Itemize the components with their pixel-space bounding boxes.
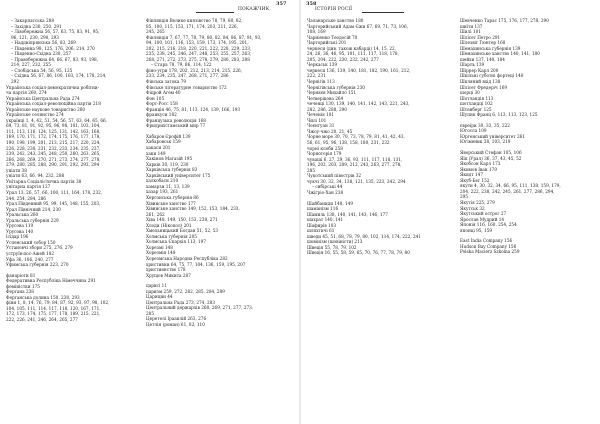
index-entry: уніати 38 bbox=[6, 167, 27, 173]
index-entry: Холмська губернія 205 bbox=[146, 233, 197, 239]
index-entry: Чарніенко Теодосій 70 bbox=[307, 34, 358, 40]
index-entry: Харківська губернія 83 bbox=[146, 167, 198, 173]
index-entry: Якимов Іван 179 bbox=[460, 166, 497, 172]
index-entry: халкобаси 210 bbox=[146, 178, 179, 184]
index-entry: 204, 222, 238, 242, 245, 261, 277, 286, 294, bbox=[460, 188, 555, 194]
index-entry: Франція 46, 75, 81, 113, 124, 139, 166, 193 bbox=[146, 106, 241, 112]
index-entry: 222, 231 bbox=[307, 73, 326, 79]
index-entry: Фіцрой Агем 40 bbox=[146, 90, 181, 96]
index-entry: якути 4, 30, 32, 34, 66, 95, 111, 138, 159, 179, bbox=[460, 183, 561, 189]
index-entry: японці 95, 159 bbox=[460, 227, 493, 233]
index-entry: Шемахинське ханство 140, 141, 180 bbox=[460, 51, 540, 57]
index-entry: 169, 170, 171, 172, 174, 175, 176, 177, 178, bbox=[6, 134, 101, 140]
index-entry: 285 bbox=[146, 310, 154, 316]
index-entry: Юргенський університет 261 bbox=[460, 133, 525, 139]
index-entry: Херсонська губернія 86 bbox=[146, 194, 199, 200]
index-entry: уніати 63, 66, 94, 232, 288 bbox=[6, 173, 65, 179]
index-entry: Хорезмська Народна Республіка 282 bbox=[146, 255, 228, 261]
index-entry: – Стара 78, 79, 86, 114, 122 bbox=[151, 62, 212, 68]
index-entry: Фергана 238 bbox=[6, 289, 34, 295]
right-page-number: 358 bbox=[306, 1, 317, 7]
index-entry: Українське наукове товариство 260 bbox=[6, 106, 86, 112]
index-entry: Японія 116, 160, 254, 254 bbox=[460, 222, 517, 228]
index-entry: Якидт 147 bbox=[460, 172, 484, 178]
index-entry: царизм 259, 272, 282, 285, 284, 289 bbox=[146, 288, 225, 294]
index-entry: Шевченко Тарас 175, 176, 177, 278, 290 bbox=[460, 18, 549, 23]
index-entry: Чорногорія 179 bbox=[307, 151, 342, 157]
index-entry: хамарзи 11, 13, 139 bbox=[146, 183, 190, 189]
index-entry: хазар 193, 261 bbox=[146, 189, 179, 195]
index-entry: Хівинське ханство 149, 152, 153, 184, 233, bbox=[146, 206, 240, 212]
index-entry: 245, 265 bbox=[146, 29, 165, 35]
index-entry: 266, 268, 269, 270, 271, 273, 274, 277, 278, bbox=[6, 156, 101, 162]
index-entry: Хівинське ханство 177 bbox=[146, 200, 196, 206]
index-entry: Установчі збори 275, 276, 279 bbox=[6, 245, 73, 251]
index-entry: шейхи 137, 140, 184 bbox=[460, 56, 505, 62]
index-entry: феміністки 175 bbox=[6, 283, 40, 289]
header-rule-right bbox=[362, 12, 404, 13]
index-entry: Хабаровськ 159 bbox=[146, 139, 181, 145]
index-entry: унітарна партія 127 bbox=[6, 184, 51, 190]
index-entry: Французька революція 168 bbox=[146, 117, 206, 123]
index-entry: Українське селянство 274 bbox=[6, 112, 64, 118]
index-entry: хаки 149 bbox=[146, 150, 166, 156]
index-entry: шорці 30 bbox=[460, 90, 480, 96]
index-entry: чуваші 6, 27, 29, 36, 93, 111, 117, 118, 131, bbox=[307, 156, 403, 162]
index-entry: Фридрихсгамський мир 77 bbox=[146, 123, 206, 129]
index-entry: Шарль 139 bbox=[460, 62, 485, 68]
index-entry: Федеративна Республіка Німеччина 291 bbox=[6, 278, 96, 284]
index-entry: Якутськ 32 bbox=[460, 205, 485, 211]
index-entry: Polska Macierz Szkolna 259 bbox=[460, 249, 520, 255]
index-entry: Югіменик 38, 103, 219 bbox=[460, 139, 511, 145]
index-entry: 235, 238, 245, 246, 247, 248, 253, 255, 257, 263, bbox=[146, 51, 252, 57]
index-entry: Штенберг 125 bbox=[460, 106, 492, 112]
index-entry: Уфимська губернія 223, 270 bbox=[6, 262, 69, 268]
index-entry: Хорезмі 148 bbox=[146, 244, 173, 250]
index-entry: – Південна 98, 125, 176, 206, 214, 270 bbox=[11, 45, 95, 51]
index-entry: Урал Північний 214, 230 bbox=[6, 206, 61, 212]
index-entry: фіно-угри 178, 202, 212, 213, 214, 215, 226, bbox=[146, 67, 243, 73]
index-entry: Українська соціал-демократична робітни- bbox=[6, 84, 99, 90]
index-entry: Фон 105 bbox=[146, 95, 165, 101]
index-entry: шовінізм (шовіністи) 213 bbox=[307, 239, 363, 245]
index-entry: Цетлін (роман) 61, 82, 110 bbox=[146, 321, 205, 327]
index-entry: Чукотський півострів 32 bbox=[307, 173, 362, 179]
index-entry: Яїк (Урал) 36, 37, 43, 45, 52 bbox=[460, 155, 522, 161]
index-entry: 222, 226, 241, 246, 264, 265, 277 bbox=[6, 316, 78, 322]
index-entry: Шкляний вхід 138 bbox=[460, 79, 501, 85]
index-entry: 205, 204, 222, 230, 232, 242, 277 bbox=[307, 56, 379, 62]
index-entry: – Лівобережна 56, 57, 63, 75, 83, 91, 95, bbox=[11, 29, 100, 35]
index-entry: Урусова 140 bbox=[6, 228, 34, 234]
index-entry: Чаланарське ханство 180 bbox=[307, 18, 364, 23]
index-entry: 69, 73, 81, 91, 92, 95, 96, 98, 101, 103, 104, bbox=[6, 123, 101, 129]
index-entry: – Південно-Східна 230, 257 bbox=[11, 51, 72, 57]
index-entry: Хакімов Магазій 195 bbox=[146, 156, 193, 162]
index-entry: чукчі 30, 32, 34, 138, 121, 135, 223, 242, 294 bbox=[307, 178, 406, 184]
index-entry: Ферганська долина 150, 238, 293 bbox=[6, 294, 80, 300]
index-entry: християни 64, 75, 77, 104, 136, 159, 195, 207 bbox=[146, 261, 246, 267]
index-entry: Хлоди (Нікопол) 201 bbox=[146, 222, 192, 228]
index-entry: Успенський собор 150 bbox=[6, 239, 56, 245]
index-entry: Шіррер Карл 200 bbox=[460, 67, 499, 73]
index-entry: Якутський острог 27 bbox=[460, 211, 507, 217]
index-column-1 bbox=[6, 18, 138, 420]
index-entry: євреїри 30, 33, 35, 222 bbox=[460, 122, 510, 128]
index-entry: Швеція 16, 55, 58, 59, 65, 70, 76, 77, 78, 79, 80 bbox=[307, 250, 410, 256]
left-running-head: ПОКАЖЧИК bbox=[238, 7, 270, 12]
index-entry: – сибірські 44 bbox=[312, 184, 343, 190]
index-entry: 56, 61, 95, 96, 138, 158, 180, 231, 232 bbox=[307, 140, 390, 146]
header-rule-left bbox=[196, 12, 234, 13]
index-entry: Фінська затока 79 bbox=[146, 79, 187, 85]
index-entry: Чарторийські 201 bbox=[307, 40, 347, 46]
index-entry: Чжігріо-Хан 238 bbox=[307, 189, 344, 195]
index-entry: Шафирів 103 bbox=[307, 222, 337, 228]
index-entry: Урусова 119 bbox=[6, 223, 34, 229]
index-entry: 24, 26, 36, 46, 95, 101, 111, 117, 118, 178, bbox=[307, 51, 399, 57]
index-entry: 202, 215, 216, 218, 220, 221, 222, 228, 229, 233, bbox=[146, 45, 252, 51]
index-entry: Унітарна Соціалістична партія 38 bbox=[6, 178, 82, 184]
index-entry: Шилі 101 bbox=[460, 29, 481, 35]
index-entry: Шлезвіг Гюнтер 168 bbox=[460, 40, 506, 46]
index-entry: 244, 254, 284, 286 bbox=[6, 195, 46, 201]
right-running-head: ІСТОРІЯ РОСІЇ bbox=[315, 7, 353, 12]
index-entry: Уральська 260 bbox=[6, 212, 39, 218]
index-entry: Чжоу-чжо 20, 21, 45 bbox=[307, 128, 353, 134]
index-column-3 bbox=[307, 18, 455, 420]
index-entry: Урал Південний 95, 99, 145, 148, 155, 203, bbox=[6, 201, 101, 207]
index-entry: шляхтичі 61 bbox=[307, 228, 335, 234]
index-entry: Якутія 225, 279 bbox=[460, 199, 495, 205]
index-entry: Яворський Стефан 105, 106 bbox=[460, 150, 522, 156]
index-entry: чеченці 130, 139, 140, 141, 142, 143, 221, 243, bbox=[307, 101, 410, 107]
index-entry: 282, 286, 288, 290 bbox=[307, 106, 347, 112]
index-entry: Югосла 109 bbox=[460, 128, 487, 134]
index-entry: 292 bbox=[11, 79, 19, 85]
index-entry: – Наддніпрянська 56, 83, 269 bbox=[11, 40, 76, 46]
index-entry: Шлісет Фредеріч 169 bbox=[460, 84, 508, 90]
index-entry: фіни 1, 8, 14, 76, 79, 84, 87, 92, 93, 97, 98, 102, bbox=[6, 300, 110, 306]
index-entry: 226, 228, 230, 231, 232, 233, 234, 235, 237, bbox=[6, 145, 101, 151]
index-entry: Центральний держархів 268, 269, 271, 277, 273, bbox=[146, 305, 254, 311]
index-entry: християнство 178 bbox=[146, 267, 186, 273]
index-entry: Черкаськ 139 bbox=[307, 62, 338, 68]
index-entry: – Слобідська 54, 56, 95, 125 bbox=[11, 67, 73, 73]
index-entry: Хрущов Микита 287 bbox=[146, 272, 191, 278]
index-entry: шаманізм 116 bbox=[307, 206, 339, 212]
index-entry: Хіва 148, 149, 150, 153, 238, 271 bbox=[146, 217, 218, 223]
index-entry: Уральська губернія 229 bbox=[6, 217, 59, 223]
index-entry: Чеченія 101 bbox=[307, 112, 335, 118]
index-entry: царисі 11 bbox=[146, 283, 168, 289]
index-entry: Швеція 55, 78, 79, 102 bbox=[307, 244, 357, 250]
index-entry: Урал 13, 26, 57, 66, 100, 111, 164, 178, 232, bbox=[6, 189, 103, 195]
index-entry: Хмельницький Богдан 51, 52, 53 bbox=[146, 228, 219, 234]
index-entry: Шупнк Франц 6, 113, 113, 123, 125 bbox=[460, 112, 538, 118]
index-entry: черкеси (див. також кабарді) 14, 15, 22, bbox=[307, 45, 396, 51]
index-entry: 96, 121, 230, 290, 293 bbox=[11, 34, 59, 40]
index-entry: Четверікова 264 bbox=[307, 95, 344, 101]
index-entry: Шемахинська губернія 139 bbox=[460, 45, 521, 51]
index-entry: 108, 169 bbox=[307, 29, 326, 35]
index-entry: шахрат 140, 141 bbox=[307, 217, 344, 223]
index-entry: 295 bbox=[460, 194, 468, 200]
index-entry: Шайбаниди 148, 149 bbox=[307, 200, 354, 206]
index-entry: франкуси 182 bbox=[146, 112, 177, 118]
index-entry: ча партія 260, 274 bbox=[6, 90, 47, 96]
index-entry: шведи 45, 51, 68, 78, 79, 80, 102, 114, 174, 222, 241 bbox=[307, 233, 421, 239]
index-entry: Українська Центральна Рада 274 bbox=[6, 95, 80, 101]
index-entry: 261, 262 bbox=[146, 211, 165, 217]
index-entry: Уфа 36, 106, 240, 277 bbox=[6, 256, 54, 262]
left-page-number: 357 bbox=[276, 1, 287, 7]
index-entry: East India Company 156 bbox=[460, 238, 513, 244]
index-entry: хакаси 201 bbox=[146, 145, 171, 151]
index-entry: 239, 242, 243, 245, 248, 250, 260, 263, 265, bbox=[6, 151, 101, 157]
index-entry: шиїти 137 bbox=[460, 23, 483, 29]
index-entry: – Правобережна 64, 66, 67, 83, 93, 198, bbox=[11, 56, 99, 62]
index-entry: Харківський університет 175 bbox=[146, 172, 211, 178]
index-entry: 279, 280, 285, 288, 290, 291, 292, 293, 294 bbox=[6, 162, 100, 168]
index-entry: Українська соціал-революційна партія 218 bbox=[6, 101, 101, 107]
index-entry: Якобсон Карл 173 bbox=[460, 161, 501, 167]
index-entry: 285 bbox=[307, 167, 315, 173]
book-gutter bbox=[299, 0, 301, 424]
index-entry: 196, 202, 203, 209, 212, 243, 263, 277, 278, bbox=[307, 162, 402, 168]
index-entry: 268, 271, 272, 273, 275, 278, 279, 280, 283, 288 bbox=[146, 56, 250, 62]
index-entry: Чеєнгуан 31 bbox=[307, 123, 335, 129]
index-entry: черкеси 136, 139, 140, 181, 182, 190, 161, 212, bbox=[307, 67, 411, 73]
index-entry: Шотландія 113 bbox=[460, 95, 494, 101]
index-entry: Фінське літературне товариство 172 bbox=[146, 84, 227, 90]
index-entry: Якуб-Бег 152 bbox=[460, 177, 490, 183]
index-entry: Ярослав Мудрий 14 bbox=[460, 216, 505, 222]
index-entry: Черняєв Михайло 151 bbox=[307, 90, 357, 96]
index-entry: чорні клоби 258 bbox=[307, 145, 343, 151]
index-entry: – Східна 56, 67, 86, 100, 103, 174, 178, 214, bbox=[11, 73, 107, 79]
index-entry: 104, 105, 111, 114, 117, 118, 120, 167, 171, bbox=[6, 305, 101, 311]
index-entry: Чернігівська губернія 230 bbox=[307, 84, 365, 90]
index-entry: фанаріоти 81 bbox=[6, 272, 36, 278]
index-entry: 94, 100, 101, 116, 153, 159, 173, 174, 195, 201, bbox=[146, 40, 249, 46]
index-entry: Ісідар 196 bbox=[6, 234, 29, 240]
index-entry: 111, 113, 116, 124, 125, 131, 142, 163, 168, bbox=[6, 128, 101, 134]
index-column-4 bbox=[460, 18, 598, 420]
index-entry: 172, 173, 174, 175, 177, 178, 189, 215, 221, bbox=[6, 311, 101, 317]
index-entry: Шамиль 138, 140, 141, 143, 146, 177 bbox=[307, 211, 388, 217]
index-entry: 85, 100, 115, 153, 171, 174, 203, 211, 226, bbox=[146, 23, 238, 29]
index-entry: 214, 227, 232, 255 bbox=[11, 62, 51, 68]
index-entry: – Західна 230, 250, 291 bbox=[11, 23, 62, 29]
index-entry: Шкільні суботні фортеці 140 bbox=[460, 73, 524, 79]
index-entry: українці 1, 4, 42, 51, 54, 56, 57, 63, 64, 65, 66, bbox=[6, 117, 107, 123]
index-entry: Царицин 44 bbox=[146, 294, 173, 300]
index-entry: Фінляндія 7, 67, 77, 78, 79, 80, 82, 84, 86, 87, 91, 93, bbox=[146, 34, 262, 40]
index-entry: Хорезмія 148 bbox=[146, 250, 176, 256]
index-column-2 bbox=[146, 18, 294, 420]
index-entry: Чарторийський Адам Єжи 67, 69, 71, 73, 106, bbox=[307, 23, 408, 29]
index-entry: Шлісет Петро 291 bbox=[460, 34, 501, 40]
index-entry: Форт-Росс 158 bbox=[146, 101, 178, 107]
index-entry: Чорне море 30, 70, 73, 78, 79, 81, 41, 42, 43, bbox=[307, 134, 405, 140]
index-entry: Хабаров Єрофій 139 bbox=[146, 133, 191, 139]
index-entry: Чернігів 113 bbox=[307, 79, 335, 85]
index-entry: Фінляндія Велике князівство 78, 79, 80, 82, bbox=[146, 18, 243, 23]
index-entry: Харків 30, 119, 230 bbox=[146, 161, 189, 167]
index-entry: Церетелі Ірааклій 263, 276 bbox=[146, 316, 207, 322]
index-entry: 233, 234, 235, 247, 268, 271, 277, 286 bbox=[146, 73, 229, 79]
index-entry: Hudson Bay Company 156 bbox=[460, 243, 517, 249]
index-entry: Холмська Єпархія 113, 197 bbox=[146, 239, 206, 245]
index-entry: Чилі 101 bbox=[307, 117, 327, 123]
index-entry: – Закарпатська 288 bbox=[11, 18, 54, 23]
index-entry: Центральна Рада 273, 274, 283 bbox=[146, 299, 215, 305]
index-entry: шотландці 102 bbox=[460, 101, 493, 107]
index-entry: уструїв-пос-Ажей 182 bbox=[6, 250, 55, 256]
index-entry: 190, 198, 199, 201, 213, 215, 217, 220, 224, bbox=[6, 140, 101, 146]
